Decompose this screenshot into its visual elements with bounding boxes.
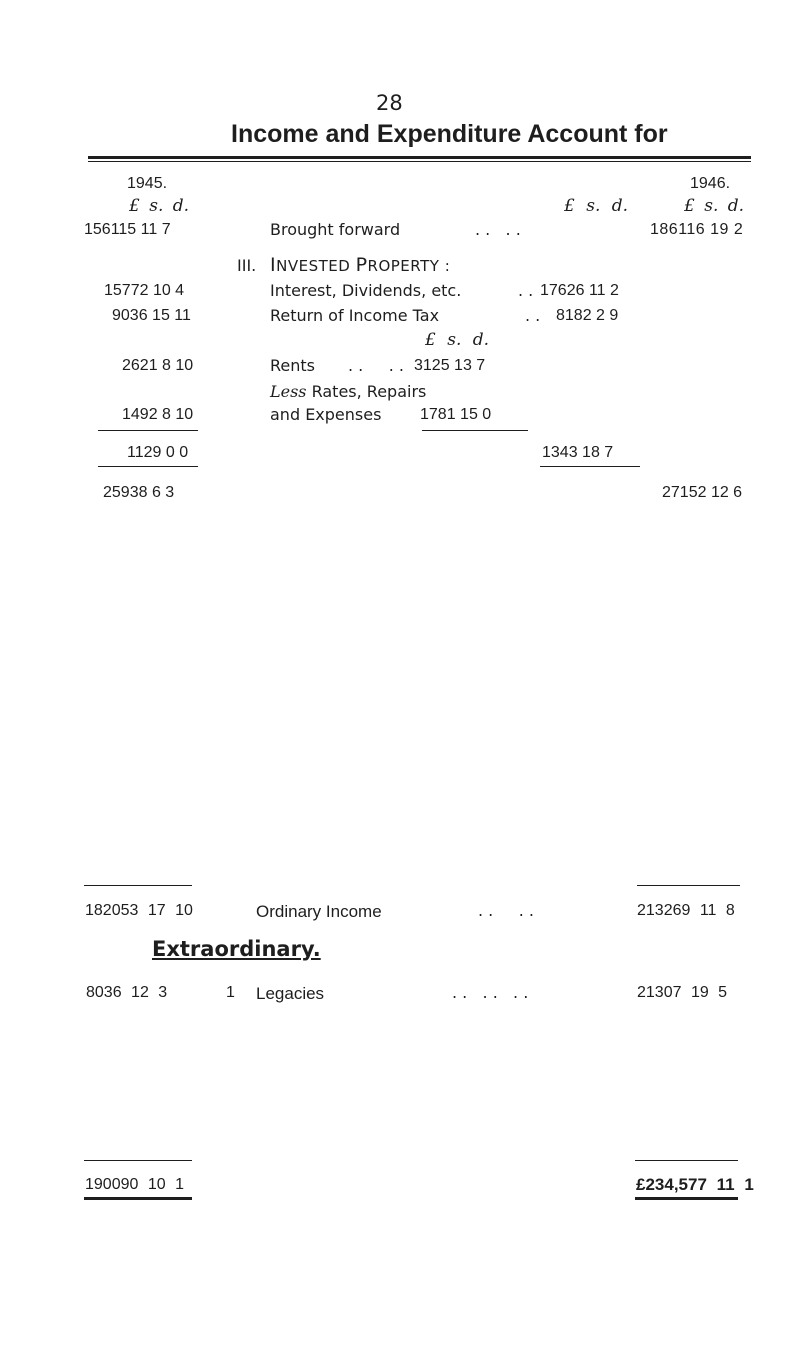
- lsd-header-1945: £ s. d.: [129, 196, 190, 216]
- brought-forward-label: Brought forward: [270, 220, 401, 239]
- expenses-1945: 1492 8 10: [122, 406, 194, 423]
- interest-1945: 15772 10 4: [104, 282, 185, 299]
- title-rule-bottom: [88, 161, 751, 162]
- lsd-header-1946-outer: £ s. d.: [684, 196, 745, 216]
- rents-net-1945: 1129 0 0: [127, 444, 189, 461]
- tax-dots: . .: [525, 306, 541, 325]
- brought-forward-dots: . . . .: [475, 220, 521, 239]
- ordinary-income-1946: 213269 11 8: [637, 902, 735, 919]
- section-iii-word1: NVESTED: [276, 257, 356, 275]
- rule-section-1945: [98, 466, 198, 467]
- interest-dots: . .: [518, 281, 534, 300]
- tax-1946: 8182 2 9: [556, 307, 619, 324]
- ordinary-income-1945: 182053 17 10: [85, 902, 193, 919]
- lsd-header-1946-inner: £ s. d.: [564, 196, 629, 216]
- expenses-label: and Expenses: [270, 405, 382, 424]
- rents-label: Rents: [270, 356, 315, 375]
- section-iii-heading: [270, 256, 450, 275]
- grand-total-1945: 190090 10 1: [85, 1176, 184, 1193]
- interest-1946: 17626 11 2: [540, 282, 619, 299]
- rule-ordinary-1946: [637, 885, 740, 886]
- tax-1945: 9036 15 11: [112, 307, 191, 324]
- rents-1945: 2621 8 10: [122, 357, 194, 374]
- interest-label: Interest, Dividends, etc.: [270, 281, 462, 300]
- less-word: Less: [270, 382, 307, 401]
- legacies-1946: 21307 19 5: [637, 984, 728, 1001]
- rule-1945-subtotal: [98, 430, 198, 431]
- page-title: Income and Expenditure Account for: [231, 120, 668, 148]
- extraordinary-heading: Extraordinary.: [152, 937, 321, 961]
- section-total-1946: 27152 12 6: [662, 484, 743, 501]
- ordinary-income-label: Ordinary Income: [256, 902, 382, 921]
- title-rule-top: [88, 156, 751, 159]
- rule-ordinary-1945: [84, 885, 192, 886]
- rule-grand-1946-bottom: [635, 1197, 738, 1200]
- section-iii-numeral: III.: [237, 256, 257, 275]
- section-total-1945: 25938 6 3: [103, 484, 175, 501]
- brought-forward-1946: 186116 19 2: [650, 221, 744, 238]
- rents-lsd-header: £ s. d.: [425, 330, 490, 350]
- rule-section-1946: [540, 466, 640, 467]
- legacies-label: Legacies: [256, 984, 325, 1003]
- rents-amount: 3125 13 7: [414, 357, 486, 374]
- expenses-amount: 1781 15 0: [420, 406, 492, 423]
- legacies-count: 1: [226, 984, 235, 1001]
- less-rates-label: [270, 384, 426, 400]
- ordinary-income-dots: . . . .: [478, 901, 534, 920]
- year-1945-header: 1945.: [127, 175, 168, 192]
- rule-rents-subtotal: [422, 430, 528, 431]
- section-iii-initial: I: [270, 254, 277, 276]
- grand-total-1946: £234,577 11 1: [636, 1175, 754, 1194]
- legacies-dots: . . . . . .: [452, 983, 529, 1002]
- rule-grand-1945-bottom: [84, 1197, 192, 1200]
- section-iii-initial2: P: [355, 254, 368, 276]
- page-number: 28: [376, 91, 403, 115]
- rule-grand-1945-top: [84, 1160, 192, 1161]
- rents-dots: . . . .: [348, 356, 404, 375]
- year-1946-header: 1946.: [690, 175, 731, 192]
- legacies-1945: 8036 12 3: [86, 984, 168, 1001]
- section-iii-word2: ROPERTY :: [367, 257, 451, 275]
- tax-label: Return of Income Tax: [270, 306, 440, 325]
- rule-grand-1946-top: [635, 1160, 738, 1161]
- brought-forward-1945: 156115 11 7: [84, 221, 171, 238]
- rates-repairs-text: Rates, Repairs: [306, 382, 427, 401]
- rents-net-1946: 1343 18 7: [542, 444, 614, 461]
